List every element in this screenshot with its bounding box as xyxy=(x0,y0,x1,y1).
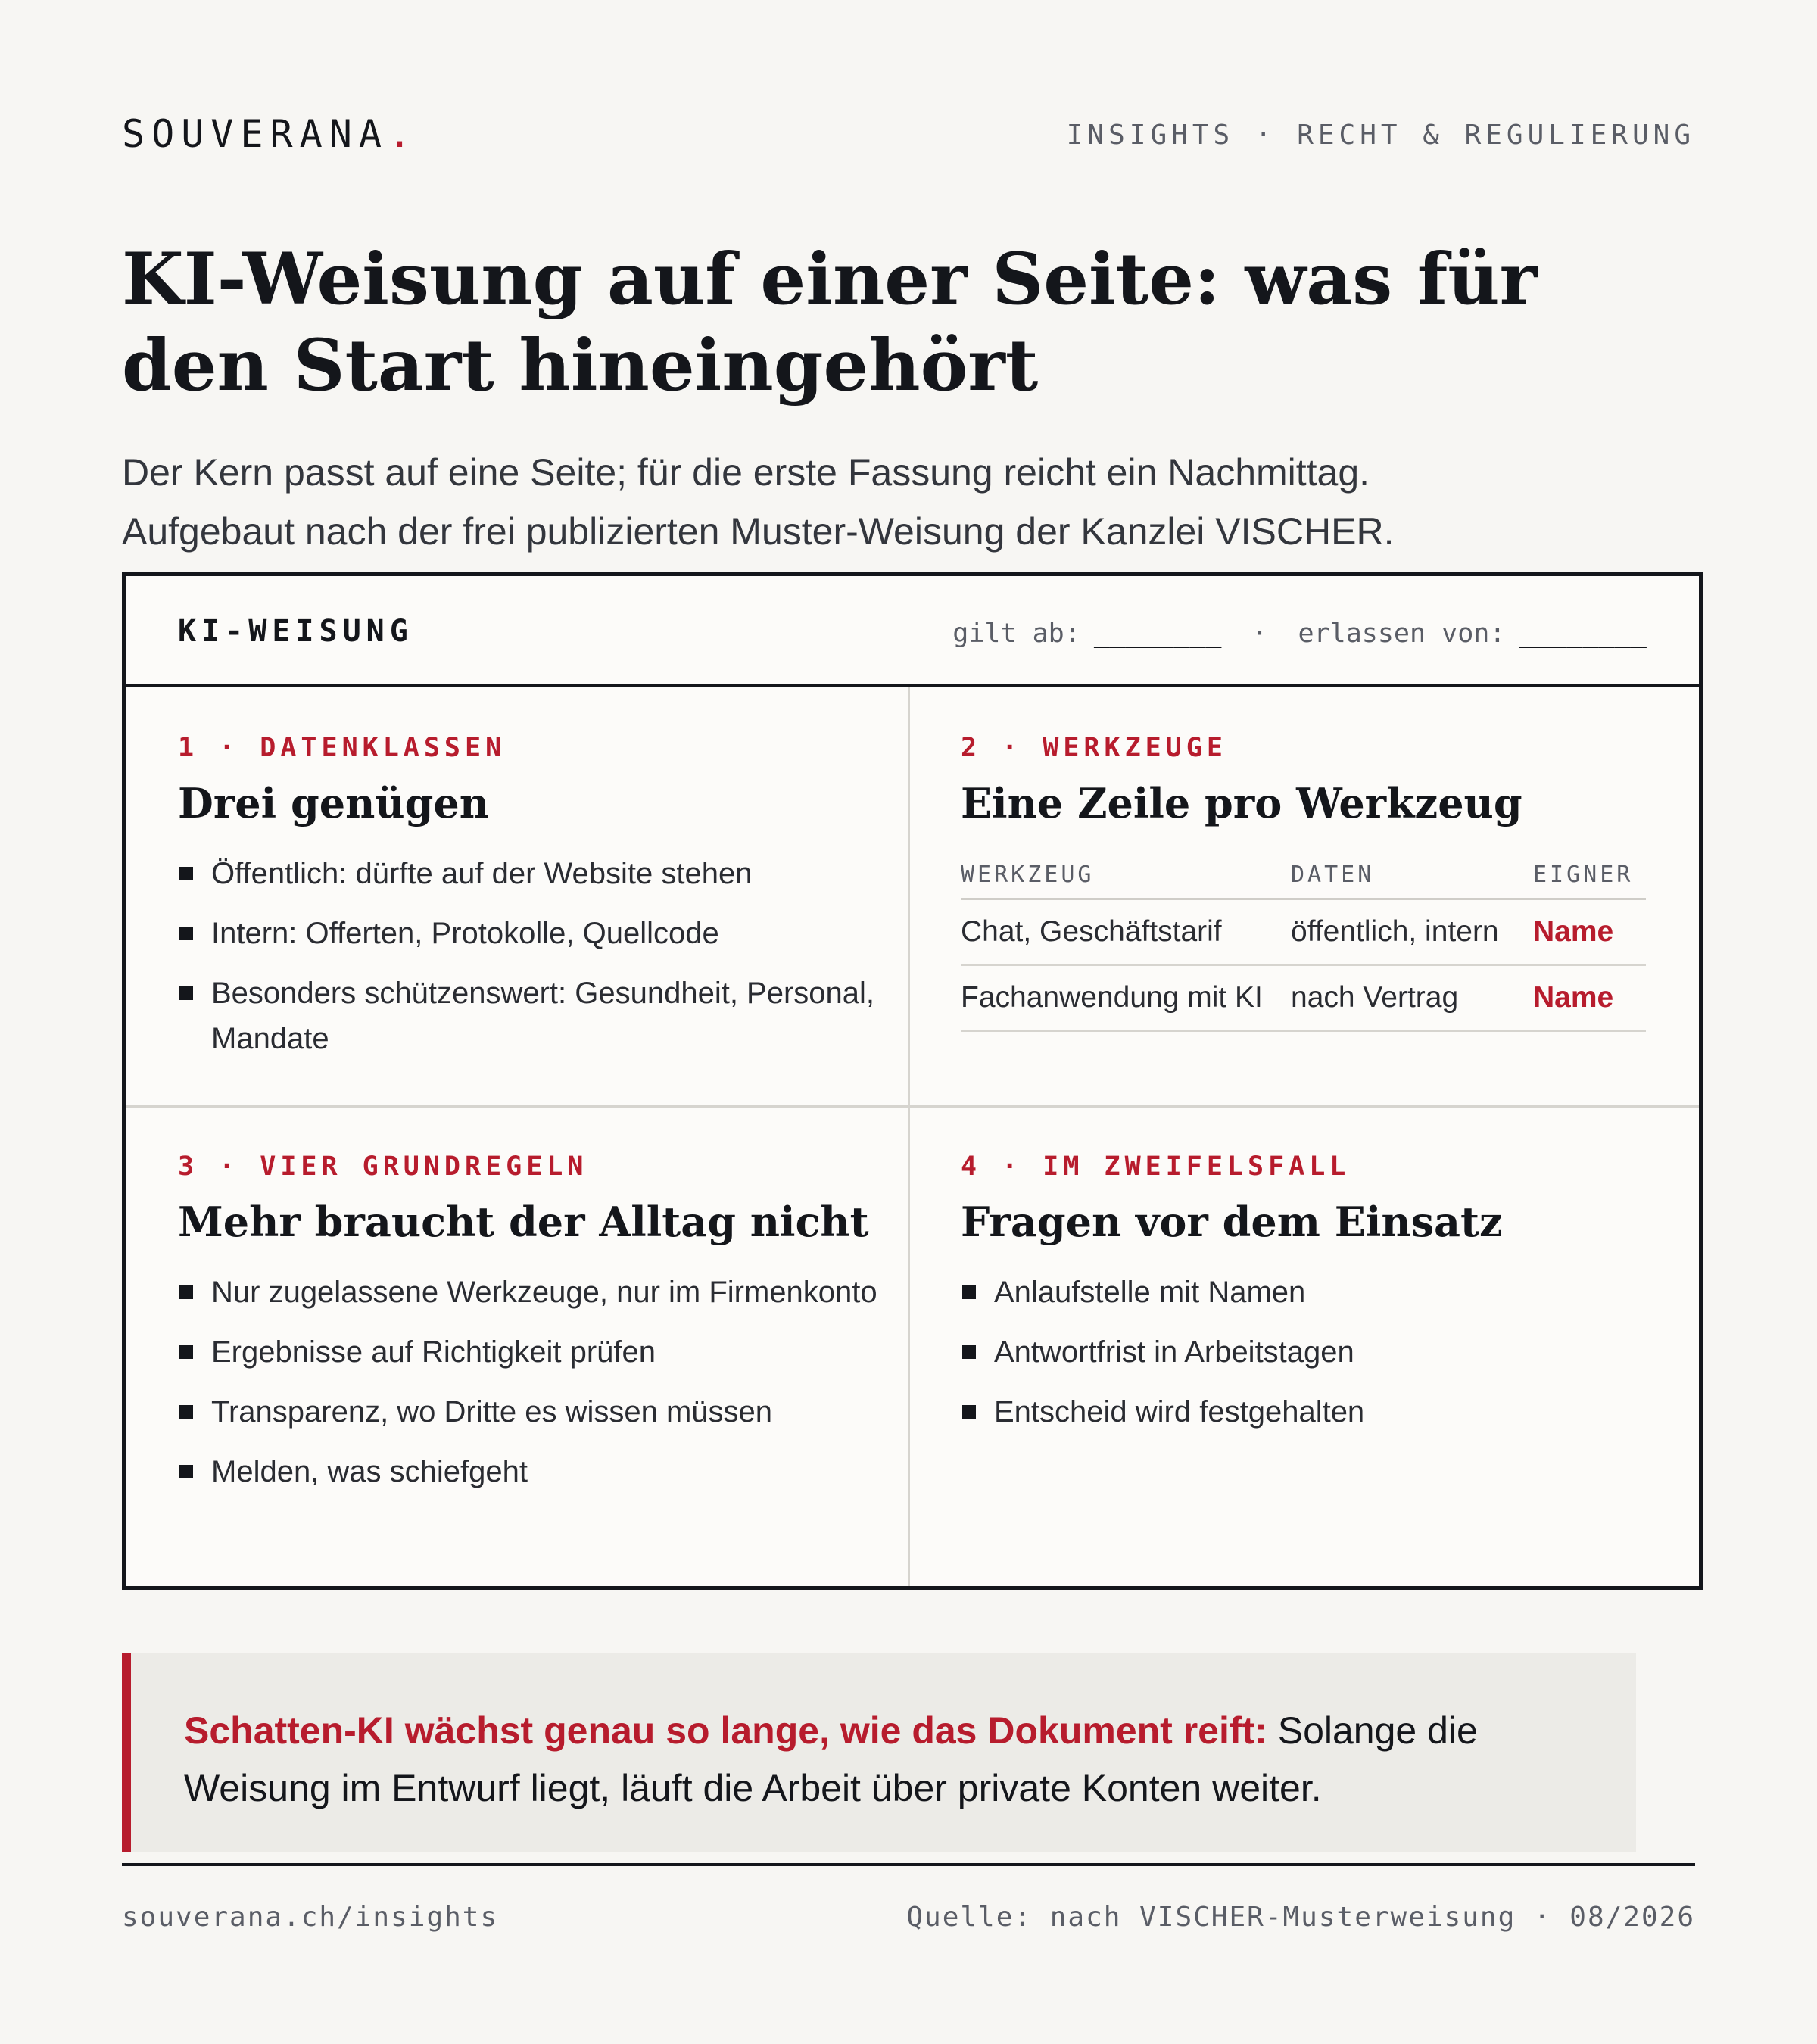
table-row xyxy=(961,900,1646,966)
footer-source: Quelle: nach VISCHER-Musterweisung · 08/2026 xyxy=(906,1902,1695,1933)
table-header xyxy=(961,862,1646,900)
square-bullet-icon xyxy=(179,1465,193,1478)
square-bullet-icon xyxy=(962,1345,976,1359)
square-bullet-icon xyxy=(179,1285,193,1299)
policy-card xyxy=(122,572,1703,1590)
square-bullet-icon xyxy=(179,986,193,1000)
callout-emphasis: Schatten-KI wächst genau so lange, wie das Dokument reift: xyxy=(184,1709,1267,1752)
square-bullet-icon xyxy=(179,1345,193,1359)
section-title: Eine Zeile pro Werkzeug xyxy=(961,779,1522,827)
list-item: Nur zugelassene Werkzeuge, nur im Firmenkonto xyxy=(178,1270,882,1315)
brand-name: SOUVERANA xyxy=(122,112,388,156)
bullet-list xyxy=(178,851,882,1061)
column-header-owner: EIGNER xyxy=(1533,862,1634,888)
square-bullet-icon xyxy=(179,927,193,940)
list-item: Öffentlich: dürfte auf der Website stehen xyxy=(178,851,882,896)
callout-body: Solange die Weisung im Entwurf liegt, läuft die Arbeit über private Konten weiter. xyxy=(184,1709,1478,1809)
list-item: Intern: Offerten, Protokolle, Quellcode xyxy=(178,911,882,956)
callout-text xyxy=(184,1702,1607,1817)
list-item: Melden, was schiefgeht xyxy=(178,1449,882,1494)
section-kicker: 4 · IM ZWEIFELSFALL xyxy=(961,1151,1351,1182)
intro-line-2: Aufgebaut nach der frei publizierten Muster-Weisung der Kanzlei VISCHER. xyxy=(122,510,1395,553)
page-title: KI-Weisung auf einer Seite: was für den Start hineingehört xyxy=(122,238,1538,407)
cell-owner: Name xyxy=(1533,915,1614,948)
section-kicker: 1 · DATENKLASSEN xyxy=(178,733,506,763)
list-item: Antwortfrist in Arbeitstagen xyxy=(961,1329,1646,1375)
square-bullet-icon xyxy=(962,1285,976,1299)
section-tools xyxy=(961,733,1646,1032)
square-bullet-icon xyxy=(962,1405,976,1419)
list-item: Besonders schützenswert: Gesundheit, Personal, Mandate xyxy=(178,971,882,1061)
list-item: Transparenz, wo Dritte es wissen müssen xyxy=(178,1389,882,1435)
table-row xyxy=(961,966,1646,1032)
section-kicker: 3 · VIER GRUNDREGELN xyxy=(178,1151,588,1182)
vertical-divider xyxy=(908,687,910,1586)
section-title: Mehr braucht der Alltag nicht xyxy=(178,1198,869,1246)
intro-text xyxy=(122,443,1697,561)
brand-logo xyxy=(122,112,411,156)
column-header-data: DATEN xyxy=(1291,862,1375,888)
bullet-list xyxy=(961,1270,1646,1435)
section-title: Fragen vor dem Einsatz xyxy=(961,1198,1503,1246)
square-bullet-icon xyxy=(179,867,193,880)
issued-by-blank: ________ xyxy=(1519,618,1647,649)
valid-from-blank: ________ xyxy=(1093,618,1222,649)
section-kicker: 2 · WERKZEUGE xyxy=(961,733,1227,763)
cell-owner: Name xyxy=(1533,981,1614,1014)
column-header-tool: WERKZEUG xyxy=(961,862,1095,888)
bullet-list xyxy=(178,1270,882,1494)
cell-tool: Fachanwendung mit KI xyxy=(961,981,1263,1014)
list-item: Entscheid wird festgehalten xyxy=(961,1389,1646,1435)
section-label: INSIGHTS · RECHT & REGULIERUNG xyxy=(1066,120,1695,151)
cell-tool: Chat, Geschäftstarif xyxy=(961,915,1222,948)
section-title: Drei genügen xyxy=(178,779,489,827)
section-doubt-case xyxy=(961,1151,1646,1449)
square-bullet-icon xyxy=(179,1405,193,1419)
callout-accent-bar xyxy=(122,1653,131,1852)
list-item: Ergebnisse auf Richtigkeit prüfen xyxy=(178,1329,882,1375)
valid-from-label: gilt ab: xyxy=(952,618,1080,649)
cell-data: nach Vertrag xyxy=(1291,981,1459,1014)
section-ground-rules xyxy=(178,1151,882,1509)
horizontal-divider xyxy=(126,1105,1699,1108)
section-data-classes xyxy=(178,733,882,1076)
meta-separator: · xyxy=(1251,618,1268,649)
card-title: KI-WEISUNG xyxy=(178,614,413,649)
footer-url: souverana.ch/insights xyxy=(122,1902,499,1933)
list-item: Anlaufstelle mit Namen xyxy=(961,1270,1646,1315)
cell-data: öffentlich, intern xyxy=(1291,915,1499,948)
card-header xyxy=(126,576,1699,687)
callout-box xyxy=(122,1653,1636,1852)
issued-by-label: erlassen von: xyxy=(1298,618,1506,649)
footer-divider xyxy=(122,1863,1695,1866)
tools-table xyxy=(961,862,1646,1032)
intro-line-1: Der Kern passt auf eine Seite; für die erste Fassung reicht ein Nachmittag. xyxy=(122,451,1370,494)
card-meta xyxy=(952,618,1647,649)
brand-dot: . xyxy=(388,112,412,156)
